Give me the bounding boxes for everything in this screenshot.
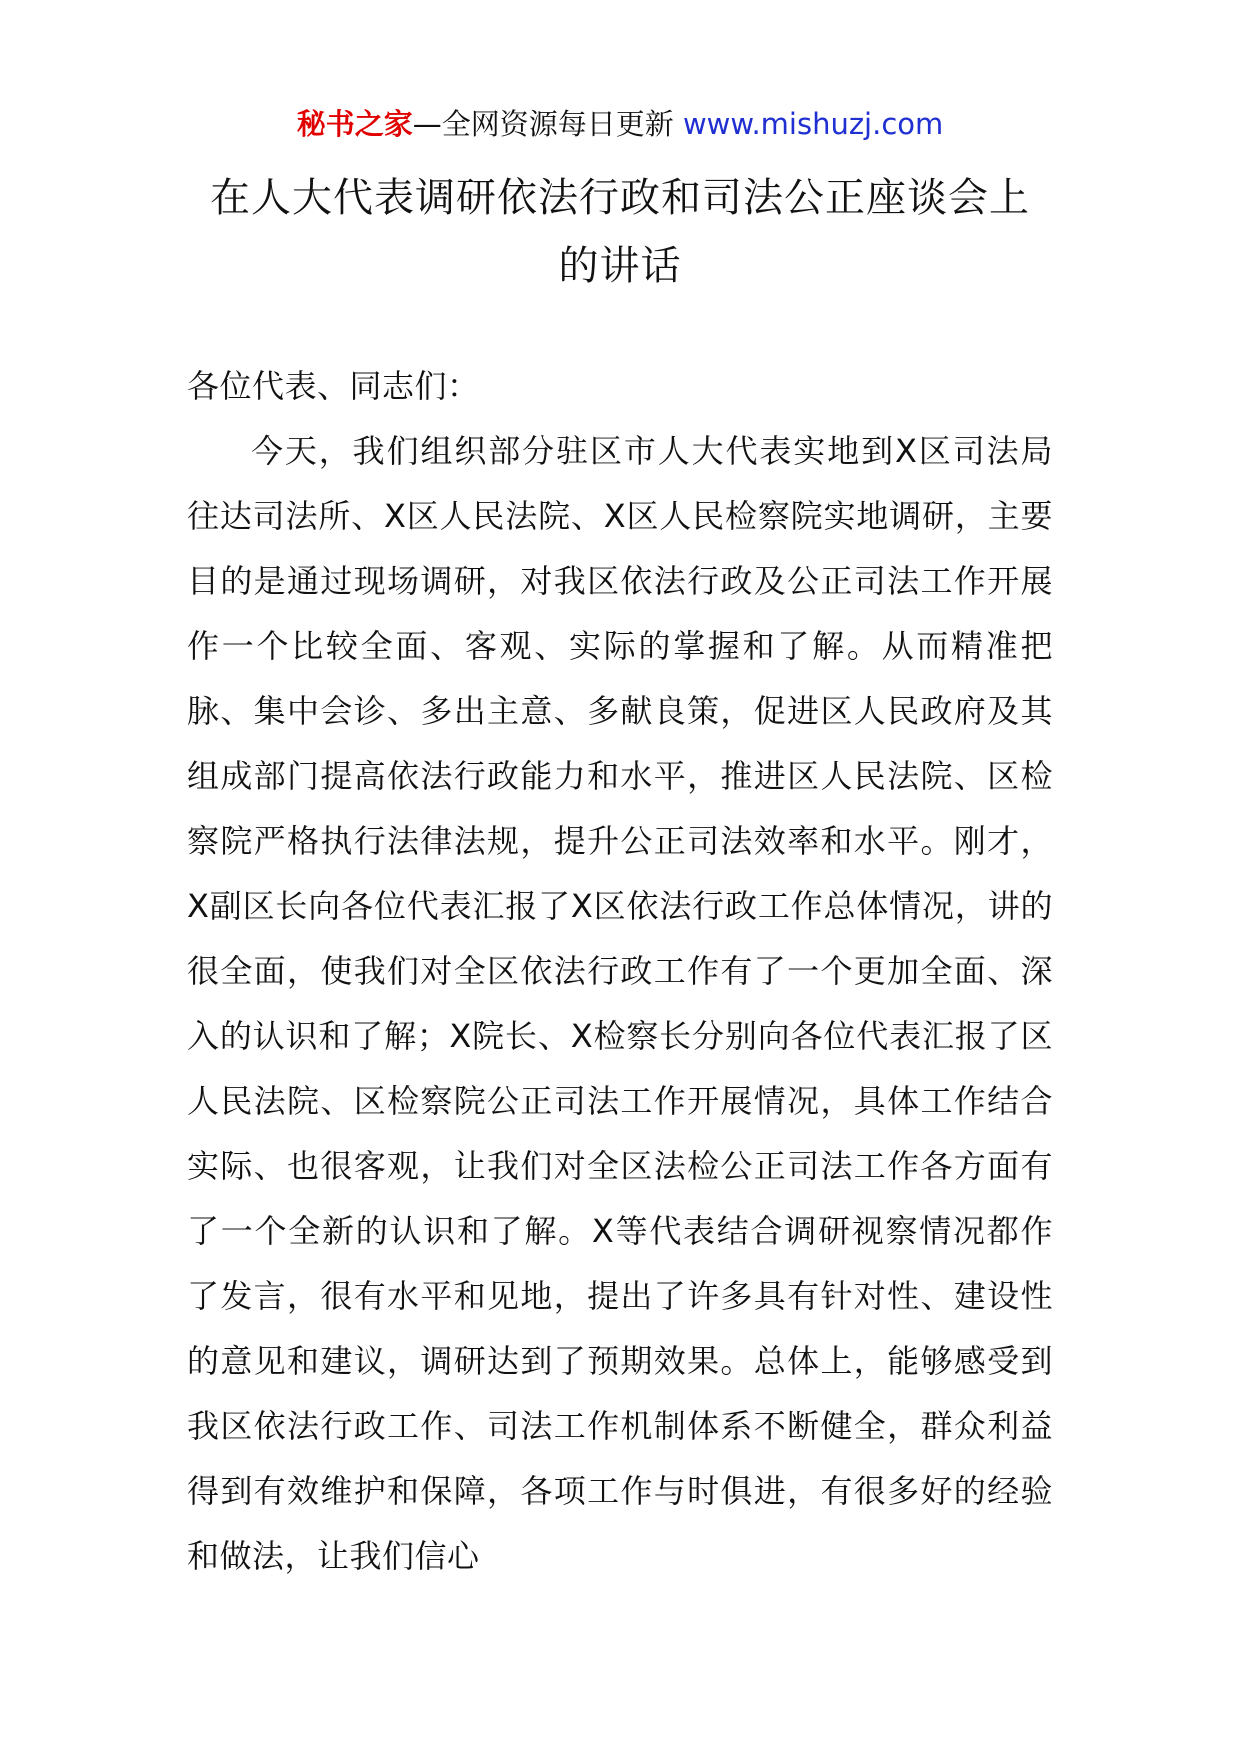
document-title-line-2: 的讲话 xyxy=(558,243,682,289)
document-title xyxy=(150,164,1090,300)
body-paragraph: 今天，我们组织部分驻区市人大代表实地到X区司法局往达司法所、X区人民法院、X区人民检察院实地调研，主要目的是通过现场调研，对我区依法行政及公正司法工作开展作一个比较全面、客观、实际的掌握和了解。从而精准把脉、集中会诊、多出主意、多献良策，促进区人民政府及其组成部门提高依法行政能力和水平，推进区人民法院、区检察院严格执行法律法规，提升公正司法效率和水平。刚才，X副区长向各位代表汇报了X区依法行政工作总体情况，讲的很全面，使我们对全区依法行政工作有了一个更加全面、深入的认识和了解；X院长、X检察长分别向各位代表汇报了区人民法院、区检察院公正司法工作开展情况，具体工作结合实际、也很客观，让我们对全区法检公正司法工作各方面有了一个全新的认识和了解。X等代表结合调研视察情况都作了发言，很有水平和见地，提出了许多具有针对性、建设性的意见和建议，调研达到了预期效果。总体上，能够感受到我区依法行政工作、司法工作机制体系不断健全，群众利益得到有效维护和保障，各项工作与时俱进，有很多好的经验和做法，让我们信心 xyxy=(187,432,1053,1575)
document-title-line-1: 在人大代表调研依法行政和司法公正座谈会上 xyxy=(210,175,1030,221)
site-watermark xyxy=(0,104,1240,144)
watermark-slogan: —全网资源每日更新 xyxy=(412,107,674,141)
watermark-brand: 秘书之家 xyxy=(296,107,413,141)
watermark-url[interactable]: www.mishuzj.com xyxy=(682,107,944,141)
salutation: 各位代表、同志们： xyxy=(187,367,480,405)
document-body xyxy=(187,354,1053,1589)
